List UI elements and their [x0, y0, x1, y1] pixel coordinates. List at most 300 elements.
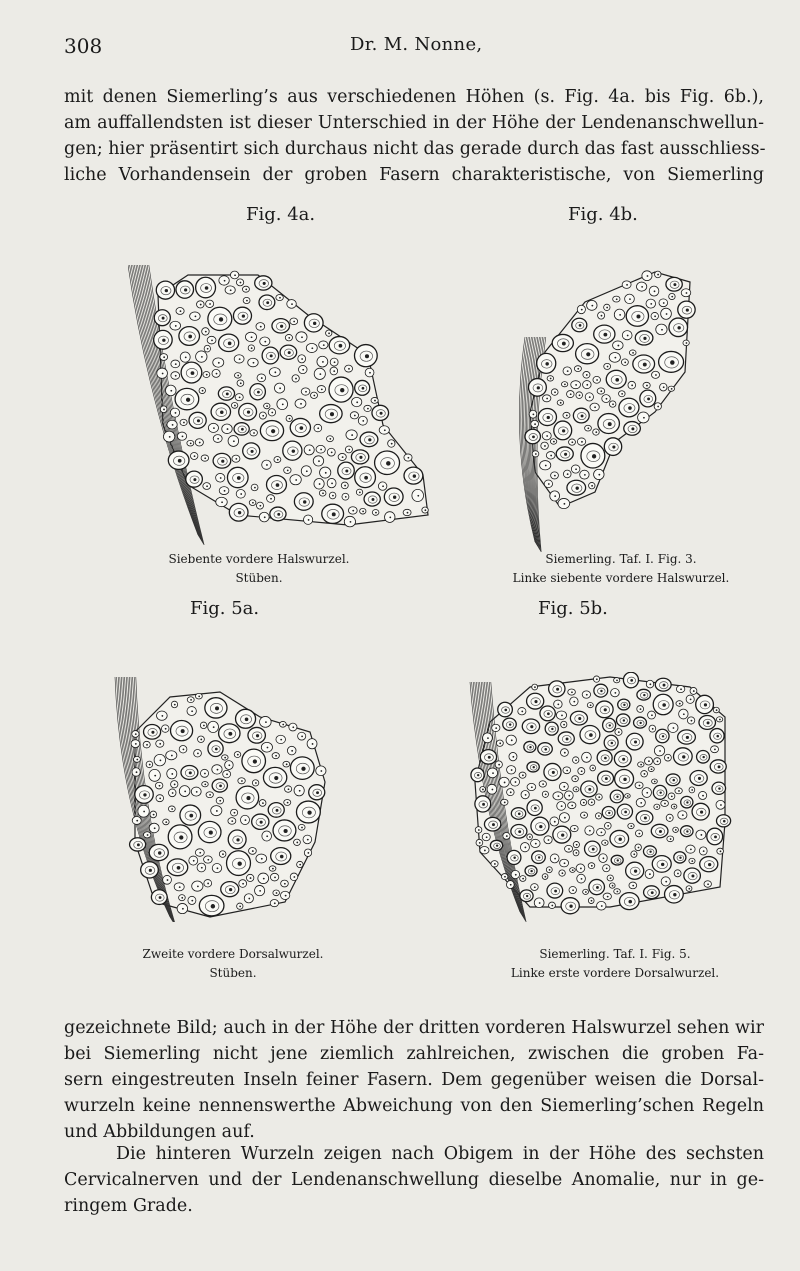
nerve-fibre	[360, 508, 366, 514]
nerve-fibre	[198, 821, 221, 842]
nerve-fibre	[255, 885, 265, 895]
nerve-fibre	[179, 327, 200, 346]
nerve-fibre	[686, 845, 695, 853]
nerve-fibre	[213, 358, 224, 367]
nerve-fibre	[602, 840, 608, 845]
nerve-fibre	[638, 762, 644, 767]
final-paragraph	[64, 1141, 764, 1219]
nerve-fibre	[581, 781, 598, 797]
nerve-fibre	[482, 833, 490, 841]
nerve-fibre	[273, 890, 280, 896]
nerve-fibre	[511, 824, 527, 838]
nerve-fibre	[690, 771, 707, 786]
nerve-fibre	[527, 800, 542, 816]
nerve-fibre	[171, 701, 177, 708]
nerve-fibre	[697, 750, 710, 763]
nerve-fibre	[610, 830, 629, 847]
nerve-fibre	[573, 408, 589, 423]
nerve-fibre	[344, 516, 355, 527]
nerve-fibre	[327, 478, 336, 487]
nerve-fibre	[696, 830, 706, 839]
nerve-fibre	[690, 687, 697, 694]
nerve-fibre	[203, 371, 210, 377]
figure-5b-title: Fig. 5b.	[538, 598, 608, 619]
nerve-fibre	[364, 405, 371, 411]
nerve-fibre	[256, 854, 267, 863]
nerve-fibre	[244, 894, 253, 903]
nerve-fibre	[506, 881, 514, 889]
nerve-fibre	[550, 817, 559, 826]
nerve-fibre	[289, 723, 297, 731]
nerve-fibre	[518, 708, 526, 715]
nerve-fibre	[664, 754, 671, 761]
nerve-fibre	[635, 782, 643, 789]
nerve-fibre	[160, 406, 167, 413]
nerve-fibre	[161, 725, 169, 732]
nerve-fibre	[149, 769, 160, 781]
nerve-fibre	[671, 804, 677, 809]
nerve-fibre	[531, 884, 539, 891]
nerve-fibre	[198, 736, 205, 743]
nerve-fibre	[570, 711, 587, 725]
nerve-fibre	[201, 455, 209, 461]
nerve-fibre	[484, 817, 500, 831]
nerve-fibre	[665, 886, 684, 903]
nerve-fibre	[649, 286, 659, 296]
nerve-fibre	[491, 861, 498, 867]
figure-4b-title: Fig. 4b.	[568, 204, 638, 225]
nerve-fibre	[180, 352, 190, 362]
nerve-fibre	[197, 301, 205, 308]
nerve-fibre	[525, 429, 540, 443]
nerve-fibre	[365, 368, 374, 377]
nerve-fibre	[614, 889, 621, 894]
nerve-fibre	[503, 718, 517, 730]
nerve-fibre	[654, 758, 661, 765]
nerve-fibre	[527, 693, 544, 709]
nerve-fibre	[571, 381, 581, 389]
nerve-fibre	[154, 754, 165, 765]
nerve-fibre	[212, 779, 227, 792]
nerve-fibre	[604, 438, 621, 456]
nerve-fibre	[249, 500, 256, 506]
nerve-fibre	[330, 367, 338, 375]
text-line: bei Siemerling nicht jene ziemlich zahlreichen, zwischen die groben Fa-	[64, 1044, 764, 1064]
nerve-fibre	[623, 672, 638, 688]
nerve-fibre	[556, 447, 573, 461]
nerve-fibre	[131, 740, 140, 748]
nerve-fibre	[561, 721, 567, 728]
nerve-fibre	[230, 271, 238, 279]
figure-5b-caption	[480, 945, 750, 983]
nerve-fibre	[196, 351, 207, 362]
nerve-fibre	[585, 425, 592, 431]
nerve-fibre	[320, 467, 331, 478]
nerve-fibre	[149, 844, 168, 860]
nerve-fibre	[558, 732, 574, 745]
nerve-fibre	[248, 727, 265, 743]
nerve-fibre	[582, 752, 592, 762]
nerve-fibre	[471, 768, 484, 782]
nerve-fibre	[352, 397, 362, 406]
nerve-fibre	[490, 840, 502, 850]
nerve-fibre	[656, 324, 667, 335]
nerve-fibre	[202, 782, 209, 787]
nerve-fibre	[624, 422, 641, 436]
nerve-fibre	[648, 711, 656, 719]
nerve-fibre	[679, 709, 688, 719]
nerve-fibre	[221, 882, 239, 897]
nerve-fibre	[200, 769, 208, 777]
nerve-fibre	[195, 693, 202, 699]
nerve-fibre	[192, 881, 203, 891]
nerve-fibre	[480, 786, 486, 792]
nerve-fibre	[629, 882, 637, 889]
nerve-fibre	[234, 355, 244, 363]
nerve-fibre	[507, 850, 521, 864]
nerve-fibre	[151, 890, 167, 905]
nerve-fibre	[565, 845, 573, 852]
figure-4a-caption	[134, 550, 384, 588]
nerve-fibre	[150, 811, 157, 818]
nerve-fibre	[160, 354, 168, 361]
nerve-fibre	[659, 299, 668, 307]
nerve-fibre	[619, 398, 639, 417]
nerve-fibre	[298, 355, 306, 363]
nerve-fibre	[521, 791, 529, 799]
nerve-fibre	[132, 768, 140, 776]
nerve-fibre	[645, 869, 654, 878]
nerve-fibre	[654, 804, 660, 809]
nerve-fibre	[574, 366, 581, 372]
nerve-fibre	[538, 408, 556, 425]
nerve-fibre	[604, 304, 610, 310]
nerve-fibre	[378, 482, 386, 490]
nerve-fibre	[270, 507, 286, 521]
nerve-fibre	[267, 476, 287, 494]
nerve-fibre	[379, 426, 389, 434]
nerve-fibre	[651, 312, 658, 319]
nerve-fibre	[642, 788, 651, 798]
nerve-fibre	[232, 455, 240, 462]
nerve-fibre	[190, 312, 201, 320]
nerve-fibre	[132, 731, 139, 738]
nerve-fibre	[329, 337, 350, 354]
nerve-fibre	[594, 684, 608, 697]
caption-line: Stüben.	[209, 966, 257, 980]
nerve-fibre	[619, 391, 626, 397]
nerve-fibre	[171, 360, 180, 368]
nerve-fibre	[669, 318, 688, 336]
nerve-fibre	[156, 281, 174, 299]
nerve-fibre	[599, 854, 607, 863]
nerve-fibre	[683, 340, 689, 346]
nerve-fibre	[290, 873, 298, 881]
nerve-fibre	[284, 467, 291, 474]
text-line: gen; hier präsentirt sich durchaus nicht das gerade durch das fast ausschliess-	[64, 139, 766, 159]
nerve-fibre	[181, 766, 198, 780]
nerve-fibre	[179, 786, 190, 797]
nerve-fibre	[138, 805, 149, 817]
nerve-fibre	[541, 442, 549, 449]
nerve-fibre	[358, 416, 367, 425]
nerve-fibre	[285, 334, 292, 340]
nerve-fibre	[167, 420, 177, 429]
nerve-fibre	[511, 778, 520, 787]
nerve-fibre	[186, 471, 203, 487]
nerve-fibre	[255, 276, 272, 290]
nerve-fibre	[539, 781, 546, 787]
nerve-fibre	[572, 776, 579, 782]
nerve-fibre	[298, 365, 307, 373]
nerve-fibre	[520, 890, 533, 902]
nerve-fibre	[637, 689, 651, 700]
nerve-fibre	[301, 388, 310, 395]
nerve-fibre	[245, 332, 256, 342]
nerve-fibre	[487, 784, 497, 794]
nerve-fibre	[156, 740, 164, 747]
nerve-fibre	[652, 856, 671, 873]
nerve-fibre	[717, 848, 724, 854]
nerve-fibre	[551, 472, 559, 479]
page-number: 308	[64, 34, 103, 58]
nerve-fibre	[234, 752, 241, 758]
nerve-fibre	[248, 358, 258, 367]
nerve-fibre	[248, 345, 254, 351]
nerve-fibre	[675, 788, 682, 794]
nerve-fibre	[669, 293, 675, 299]
nerve-fibre	[495, 761, 502, 768]
nerve-fibre	[501, 799, 508, 805]
nerve-fibre	[135, 786, 153, 804]
nerve-fibre	[236, 279, 243, 286]
nerve-fibre	[259, 295, 275, 310]
nerve-fibre	[611, 855, 623, 865]
nerve-fibre	[320, 405, 342, 423]
nerve-fibre	[597, 750, 612, 765]
nerve-fibre	[301, 466, 311, 477]
nerve-fibre	[225, 761, 234, 770]
nerve-fibre	[573, 787, 579, 792]
nerve-fibre	[280, 345, 297, 359]
nerve-fibre	[501, 874, 507, 880]
nerve-fibre	[653, 785, 666, 799]
nerve-fibre	[208, 423, 218, 432]
nerve-fibre	[598, 771, 614, 785]
nerve-fibre	[598, 414, 620, 434]
nerve-fibre	[290, 757, 314, 780]
nerve-fibre	[274, 383, 284, 393]
nerve-fibre	[246, 874, 253, 881]
nerve-fibre	[371, 397, 378, 403]
nerve-fibre	[212, 765, 222, 774]
nerve-fibre	[286, 415, 292, 421]
nerve-fibre	[699, 791, 707, 799]
nerve-fibre	[660, 383, 667, 391]
nerve-fibre	[661, 800, 669, 806]
nerve-fibre	[635, 830, 642, 837]
nerve-fibre	[614, 309, 625, 320]
nerve-fibre	[287, 746, 296, 755]
nerve-fibre	[242, 749, 266, 773]
nerve-fibre	[314, 479, 324, 490]
nerve-fibre	[132, 816, 141, 824]
nerve-fibre	[557, 400, 563, 405]
nerve-fibre	[212, 369, 220, 377]
nerve-fibre	[233, 307, 251, 324]
nerve-fibre	[547, 883, 563, 898]
nerve-fibre	[213, 453, 231, 468]
nerve-fibre	[598, 312, 605, 319]
nerve-fibre	[532, 451, 539, 457]
nerve-fibre	[567, 480, 586, 495]
nerve-fibre	[610, 790, 623, 803]
nerve-fibre	[259, 512, 269, 522]
nerve-fibre	[646, 680, 653, 688]
nerve-fibre	[590, 403, 599, 411]
figure-4b-caption	[486, 550, 756, 588]
text-line: wurzeln keine nennenswerthe Abweichung von den Siemerling’schen Regeln	[64, 1096, 764, 1116]
nerve-fibre	[243, 297, 250, 303]
nerve-fibre	[272, 319, 290, 333]
nerve-fibre	[549, 902, 556, 908]
nerve-fibre	[570, 697, 578, 706]
nerve-fibre	[284, 799, 291, 805]
nerve-fibre	[569, 439, 576, 445]
nerve-fibre	[633, 355, 655, 373]
nerve-fibre	[573, 757, 579, 764]
nerve-fibre	[537, 353, 556, 373]
nerve-fibre	[202, 328, 209, 335]
nerve-fibre	[540, 461, 551, 470]
nerve-fibre	[176, 308, 184, 315]
nerve-fibre	[181, 362, 202, 383]
nerve-fibre	[649, 725, 656, 732]
nerve-fibre	[545, 722, 558, 735]
text-line: am auffallendsten ist dieser Unterschied in der Höhe der Lendenanschwellun-	[64, 113, 764, 133]
nerve-fibre	[295, 399, 306, 408]
nerve-fibre	[531, 839, 541, 847]
nerve-fibre	[156, 795, 164, 802]
nerve-fibre	[298, 732, 306, 740]
nerve-fibre	[345, 446, 352, 453]
nerve-fibre	[615, 770, 634, 789]
nerve-fibre	[667, 836, 674, 842]
nerve-fibre	[168, 825, 192, 849]
nerve-fibre	[294, 493, 313, 510]
nerve-fibre	[580, 799, 586, 805]
nerve-fibre	[134, 756, 141, 762]
nerve-fibre	[304, 515, 313, 524]
nerve-fibre	[570, 868, 576, 873]
nerve-fibre	[556, 711, 566, 719]
nerve-fibre	[577, 874, 586, 883]
nerve-fibre	[580, 726, 600, 744]
nerve-fibre	[283, 441, 302, 460]
nerve-fibre	[269, 368, 280, 377]
nerve-fibre	[316, 766, 326, 776]
nerve-fibre	[629, 350, 636, 355]
nerve-fibre	[404, 454, 412, 461]
nerve-fibre	[243, 443, 260, 459]
nerve-fibre	[211, 403, 230, 420]
nerve-fibre	[228, 830, 246, 849]
nerve-fibre	[174, 883, 184, 891]
nerve-fibre	[316, 445, 325, 453]
nerve-fibre	[216, 497, 228, 506]
nerve-fibre	[249, 847, 257, 854]
nerve-fibre	[149, 823, 159, 833]
nerve-fibre	[216, 473, 225, 482]
nerve-fibre	[666, 814, 673, 821]
nerve-fibre	[611, 689, 620, 697]
nerve-fibre	[567, 391, 575, 398]
nerve-fibre	[684, 868, 701, 883]
nerve-fibre	[176, 281, 194, 298]
nerve-fibre	[237, 380, 244, 387]
nerve-fibre	[544, 836, 552, 844]
nerve-fibre	[211, 806, 222, 816]
nerve-fibre	[509, 752, 517, 760]
nerve-fibre	[476, 839, 483, 846]
nerve-fibre	[668, 793, 675, 800]
nerve-fibre	[319, 490, 326, 496]
nerve-fibre	[570, 825, 578, 831]
nerve-fibre	[223, 770, 231, 777]
nerve-fibre	[661, 308, 672, 319]
nerve-fibre	[269, 866, 276, 871]
nerve-fibre	[544, 763, 561, 780]
nerve-fibre	[569, 886, 576, 893]
nerve-fibre	[542, 432, 551, 440]
nerve-fibre	[143, 832, 150, 838]
nerve-fibre	[203, 483, 211, 490]
nerve-fibre	[206, 300, 214, 307]
nerve-fibre	[154, 310, 170, 326]
nerve-fibre	[626, 306, 648, 327]
nerve-fibre	[595, 813, 601, 819]
nerve-fibre	[531, 420, 539, 427]
caption-line: Zweite vordere Dorsalwurzel.	[142, 947, 324, 961]
nerve-fibre	[239, 403, 257, 420]
nerve-fibre	[507, 789, 515, 796]
nerve-fibre	[615, 729, 622, 736]
nerve-fibre	[294, 839, 301, 845]
nerve-fibre	[676, 701, 683, 707]
nerve-fibre	[238, 778, 245, 784]
nerve-fibre	[263, 767, 286, 787]
nerve-fibre	[283, 761, 290, 767]
nerve-fibre	[475, 827, 482, 833]
bottom-paragraph	[64, 1015, 764, 1145]
nerve-fibre	[208, 721, 219, 732]
nerve-fibre	[577, 305, 585, 313]
nerve-fibre	[593, 376, 601, 383]
nerve-fibre	[157, 368, 168, 378]
nerve-fibre	[290, 318, 298, 325]
nerve-fibre	[559, 813, 569, 823]
nerve-fibre	[329, 377, 353, 402]
nerve-fibre	[634, 717, 647, 728]
nerve-fibre	[525, 866, 537, 876]
nerve-fibre	[342, 493, 349, 500]
nerve-fibre	[652, 779, 658, 784]
nerve-fibre	[144, 724, 161, 739]
nerve-fibre	[171, 372, 180, 380]
nerve-fibre	[346, 430, 357, 440]
nerve-fibre	[130, 838, 146, 851]
nerve-fibre	[364, 492, 380, 506]
